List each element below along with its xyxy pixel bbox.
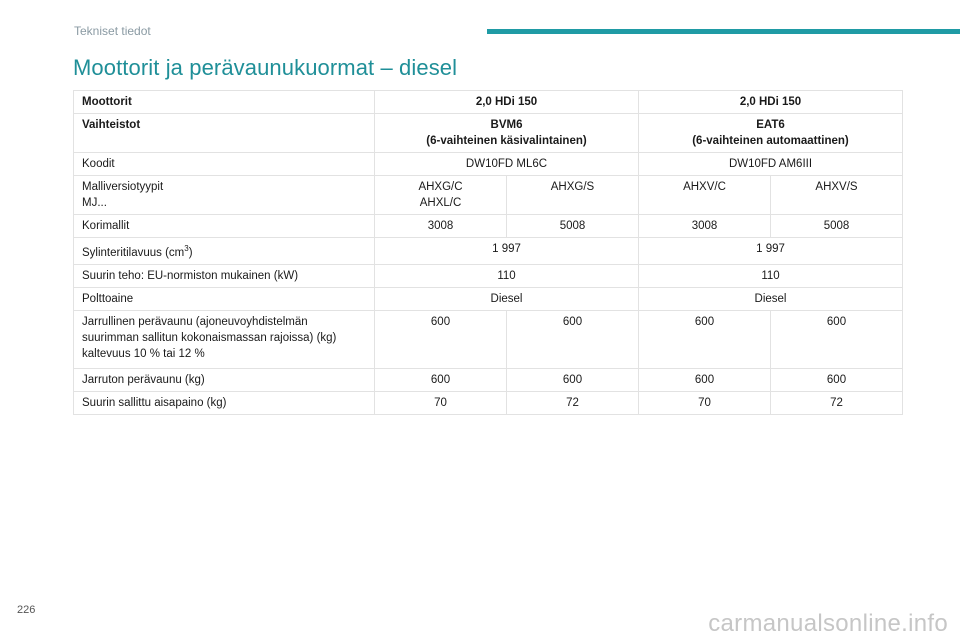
table-cell: 1 997 bbox=[375, 238, 639, 265]
table-row-codes bbox=[74, 153, 903, 176]
table-cell: 110 bbox=[639, 264, 903, 287]
row-label bbox=[74, 238, 375, 265]
table-cell: 600 bbox=[507, 368, 639, 391]
accent-bar bbox=[487, 29, 960, 34]
table-row-unbraked-trailer bbox=[74, 368, 903, 391]
row-label-line: kaltevuus 10 % tai 12 % bbox=[82, 347, 205, 360]
page-title: Moottorit ja perävaunukuormat – diesel bbox=[73, 55, 458, 80]
row-label-line: Jarrullinen perävaunu (ajoneuvoyhdistelmän bbox=[82, 315, 308, 328]
table-cell: 1 997 bbox=[639, 238, 903, 265]
engine-b: 2,0 HDi 150 bbox=[639, 91, 903, 114]
table-row-displacement bbox=[74, 238, 903, 265]
table-cell: 5008 bbox=[771, 215, 903, 238]
spec-table bbox=[73, 90, 903, 415]
gearbox-b-desc: (6-vaihteinen automaattinen) bbox=[692, 135, 849, 147]
section-label: Tekniset tiedot bbox=[74, 24, 151, 38]
row-label: Suurin teho: EU-normiston mukainen (kW) bbox=[74, 264, 375, 287]
variant-cell: AHXV/C bbox=[639, 176, 771, 215]
row-label: Vaihteistot bbox=[74, 114, 375, 153]
table-row-braked-trailer bbox=[74, 310, 903, 368]
table-cell: 600 bbox=[771, 368, 903, 391]
table-row-nose-weight bbox=[74, 391, 903, 414]
row-label bbox=[74, 310, 375, 368]
table-row-fuel bbox=[74, 287, 903, 310]
gearbox-a-desc: (6-vaihteinen käsivalintainen) bbox=[426, 135, 587, 147]
table-cell: 600 bbox=[375, 368, 507, 391]
row-label-line: MJ... bbox=[82, 197, 107, 209]
row-label-line: Malliversiotyypit bbox=[82, 181, 164, 193]
page-number: 226 bbox=[17, 604, 36, 616]
table-row-variants bbox=[74, 176, 903, 215]
table-cell: 70 bbox=[639, 391, 771, 414]
table-cell: 5008 bbox=[507, 215, 639, 238]
row-label-text: ) bbox=[188, 246, 193, 259]
watermark: carmanualsonline.info bbox=[708, 610, 948, 637]
variant-cell: AHXV/S bbox=[771, 176, 903, 215]
row-label: Korimallit bbox=[74, 215, 375, 238]
gearbox-b bbox=[639, 114, 903, 153]
row-label-line: suurimman sallitun kokonaismassan rajoissa) (kg) bbox=[82, 331, 337, 344]
row-label: Moottorit bbox=[74, 91, 375, 114]
table-cell: 70 bbox=[375, 391, 507, 414]
table-cell: 600 bbox=[507, 310, 639, 368]
engine-a: 2,0 HDi 150 bbox=[375, 91, 639, 114]
row-label: Koodit bbox=[74, 153, 375, 176]
row-label: Suurin sallittu aisapaino (kg) bbox=[74, 391, 375, 414]
code-b: DW10FD AM6III bbox=[639, 153, 903, 176]
superscript: 3 bbox=[184, 244, 189, 253]
table-cell: 3008 bbox=[639, 215, 771, 238]
variant-cell: AHXG/S bbox=[507, 176, 639, 215]
table-cell: 600 bbox=[771, 310, 903, 368]
row-label: Jarruton perävaunu (kg) bbox=[74, 368, 375, 391]
table-cell: 72 bbox=[507, 391, 639, 414]
table-row-bodies bbox=[74, 215, 903, 238]
table-row-engines bbox=[74, 91, 903, 114]
row-label: Polttoaine bbox=[74, 287, 375, 310]
table-cell: 600 bbox=[639, 368, 771, 391]
gearbox-b-name: EAT6 bbox=[756, 119, 785, 131]
table-cell: Diesel bbox=[639, 287, 903, 310]
variant-value: AHXL/C bbox=[419, 197, 462, 209]
table-row-power bbox=[74, 264, 903, 287]
variant-value: AHXG/C bbox=[418, 181, 463, 193]
table-cell: 3008 bbox=[375, 215, 507, 238]
code-a: DW10FD ML6C bbox=[375, 153, 639, 176]
table-cell: Diesel bbox=[375, 287, 639, 310]
table-cell: 600 bbox=[375, 310, 507, 368]
row-label-text: Sylinteritilavuus (cm bbox=[82, 246, 185, 259]
variant-cell bbox=[375, 176, 507, 215]
gearbox-a-name: BVM6 bbox=[490, 119, 523, 131]
row-label bbox=[74, 176, 375, 215]
table-row-gearbox bbox=[74, 114, 903, 153]
table-cell: 600 bbox=[639, 310, 771, 368]
table-cell: 72 bbox=[771, 391, 903, 414]
table-cell: 110 bbox=[375, 264, 639, 287]
gearbox-a bbox=[375, 114, 639, 153]
